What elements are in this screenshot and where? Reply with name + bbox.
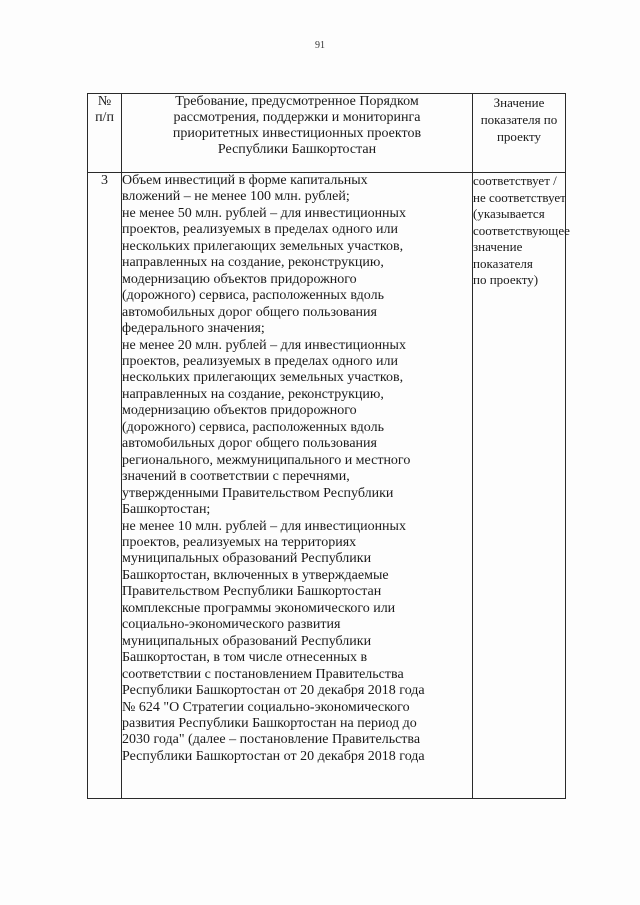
requirements-table xyxy=(87,93,570,799)
requirement-line: значений в соответствии с перечнями, xyxy=(122,469,350,485)
header-requirement-line: рассмотрения, поддержки и мониторинга xyxy=(173,110,421,125)
value-line: соответствующее xyxy=(473,222,570,238)
requirement-line: направленных на создание, реконструкцию, xyxy=(122,255,384,271)
value-lines xyxy=(473,173,570,289)
requirement-line: (дорожного) сервиса, расположенных вдоль xyxy=(122,288,384,304)
requirement-line: комплексные программы экономического или xyxy=(122,600,396,616)
requirement-line: социально-экономического развития xyxy=(122,617,341,633)
header-requirement-cell xyxy=(122,94,473,173)
requirement-line: направленных на создание, реконструкцию, xyxy=(122,386,384,402)
requirement-line: Правительством Республики Башкортостан xyxy=(122,584,382,600)
requirement-line: муниципальных образований Республики xyxy=(122,551,372,567)
requirement-line: регионального, межмуниципального и местного xyxy=(122,452,411,468)
requirement-line: № 624 "О Стратегии социально-экономического xyxy=(122,699,410,715)
header-value-line: проекту xyxy=(496,129,542,144)
page-number: 91 xyxy=(315,40,325,51)
requirement-line: Республики Башкортостан от 20 декабря 2018 года xyxy=(122,683,425,699)
requirement-line: Башкортостан, в том числе отнесенных в xyxy=(122,650,368,666)
table-row xyxy=(88,173,566,799)
header-requirement-line: приоритетных инвестиционных проектов xyxy=(172,126,422,141)
requirement-line: модернизацию объектов придорожного xyxy=(122,271,357,287)
header-number-line: п/п xyxy=(95,110,114,125)
header-value-cell xyxy=(473,94,566,173)
header-value-line: Значение xyxy=(493,95,545,110)
value-line: показателя xyxy=(473,255,533,271)
requirement-line: нескольких прилегающих земельных участков, xyxy=(122,238,404,254)
table-header-row xyxy=(88,94,566,173)
requirement-line: Башкортостан, включенных в утверждаемые xyxy=(122,567,389,583)
value-line: по проекту) xyxy=(473,272,539,287)
requirement-line: федерального значения; xyxy=(122,321,265,337)
requirement-line: не менее 20 млн. рублей – для инвестиционных xyxy=(122,337,406,353)
requirement-line: Башкортостан; xyxy=(122,502,211,518)
requirement-line: (дорожного) сервиса, расположенных вдоль xyxy=(122,419,384,435)
requirement-line: не менее 10 млн. рублей – для инвестиционных xyxy=(122,518,406,534)
requirement-line: утвержденными Правительством Республики xyxy=(122,485,394,501)
value-text-cell xyxy=(473,173,570,799)
value-line: соответствует / xyxy=(473,173,557,188)
header-number-line: № xyxy=(97,94,112,109)
header-requirement-line: Республики Башкортостан xyxy=(217,142,377,157)
value-line: (указывается xyxy=(473,206,545,221)
requirement-line: не менее 50 млн. рублей – для инвестиционных xyxy=(122,205,406,221)
requirement-line: автомобильных дорог общего пользования xyxy=(122,436,377,452)
value-line: не соответствует xyxy=(473,189,566,205)
requirement-line: проектов, реализуемых на территориях xyxy=(122,534,357,550)
header-requirement-line: Требование, предусмотренное Порядком xyxy=(175,94,419,109)
requirement-line: вложений – не менее 100 млн. рублей; xyxy=(122,189,350,205)
requirement-line: модернизацию объектов придорожного xyxy=(122,403,357,419)
requirement-line: проектов, реализуемых в пределах одного или xyxy=(122,353,399,369)
header-value-line: показателя по xyxy=(480,112,558,127)
requirement-line: муниципальных образований Республики xyxy=(122,633,372,649)
requirement-line: Объем инвестиций в форме капитальных xyxy=(122,173,368,188)
requirement-lines xyxy=(122,173,472,765)
requirement-text-cell xyxy=(122,173,473,799)
requirement-line: соответствии с постановлением Правительства xyxy=(122,666,404,682)
requirement-line: Республики Башкортостан от 20 декабря 2018 года xyxy=(122,748,425,764)
requirement-line: развития Республики Башкортостан на период до xyxy=(122,715,417,731)
value-line: значение xyxy=(473,239,523,254)
requirement-line: нескольких прилегающих земельных участков, xyxy=(122,370,404,386)
header-number-cell xyxy=(88,94,122,173)
requirement-line: проектов, реализуемых в пределах одного или xyxy=(122,222,399,238)
requirement-line: автомобильных дорог общего пользования xyxy=(122,304,377,320)
requirement-line: 2030 года" (далее – постановление Правительства xyxy=(122,732,421,748)
row-number-cell: 3 xyxy=(88,173,122,799)
